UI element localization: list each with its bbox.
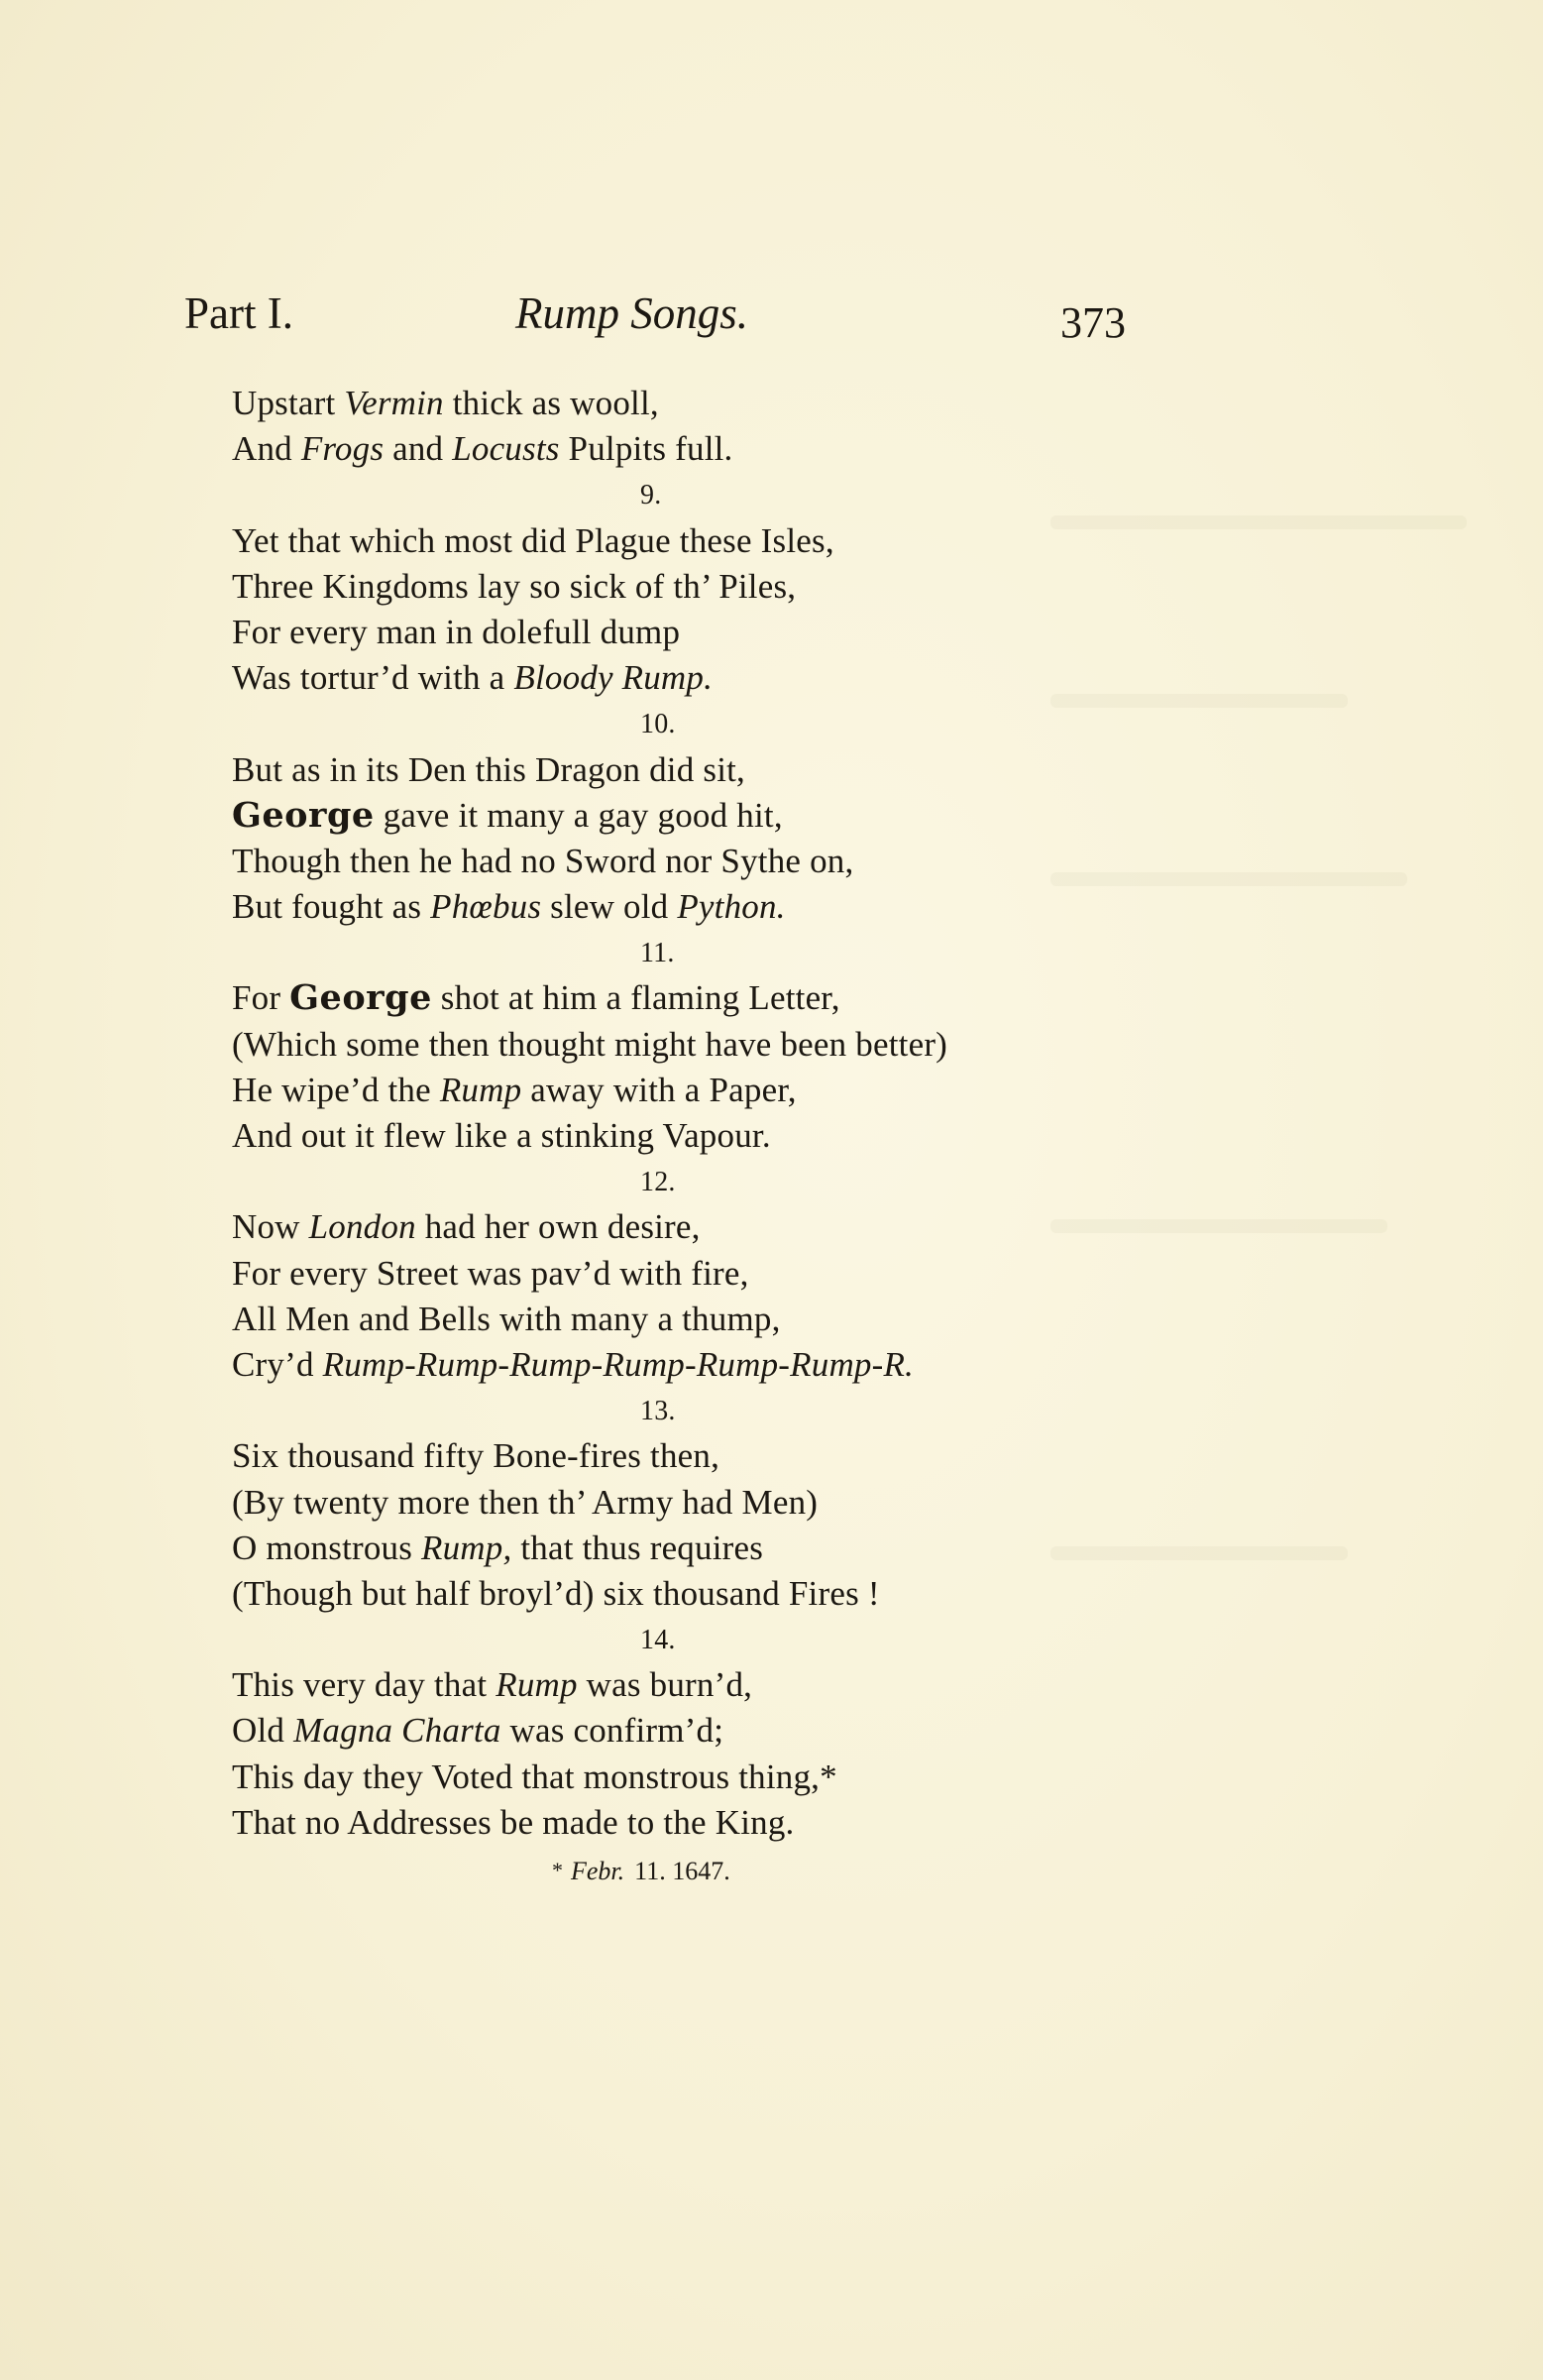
verse-line: Six thousand fifty Bone-fires then, xyxy=(232,1436,720,1476)
verse-line: For every man in dolefull dump xyxy=(232,612,681,651)
footnote-marker: * xyxy=(552,1858,563,1882)
verse-line: (By twenty more then th’ Army had Men) xyxy=(232,1482,819,1522)
stanza-number: 13. xyxy=(640,1396,676,1427)
verse-line: George gave it many a gay good hit, xyxy=(232,794,783,836)
stanza-number: 14. xyxy=(640,1625,676,1656)
verse-line: Now London had her own desire, xyxy=(232,1207,701,1247)
running-header xyxy=(184,287,1136,367)
stanza-number: 10. xyxy=(640,709,676,740)
stanza-number: 12. xyxy=(640,1167,676,1198)
verse-line: Was tortur’d with a Bloody Rump. xyxy=(232,658,714,698)
verse-line: He wipe’d the Rump away with a Paper, xyxy=(232,1070,797,1109)
footnote-label: Febr. xyxy=(571,1857,625,1885)
page-number: 373 xyxy=(1060,298,1126,347)
verse-line: For George shot at him a flaming Letter, xyxy=(232,977,840,1019)
footnote xyxy=(552,1857,730,1886)
verse-line: All Men and Bells with many a thump, xyxy=(232,1299,781,1338)
verse-line: That no Addresses be made to the King. xyxy=(232,1802,795,1842)
verse-line: This day they Voted that monstrous thing,* xyxy=(232,1757,837,1796)
part-label: Part I. xyxy=(184,288,293,338)
verse-line: And Frogs and Locusts Pulpits full. xyxy=(232,429,733,469)
stanza-number: 9. xyxy=(640,480,662,511)
poem-body xyxy=(232,381,1144,1846)
verse-line: For every Street was pav’d with fire, xyxy=(232,1253,749,1293)
verse-line: But as in its Den this Dragon did sit, xyxy=(232,749,746,789)
verse-line: And out it flew like a stinking Vapour. xyxy=(232,1116,771,1155)
stanza-number: 11. xyxy=(640,938,675,969)
verse-line: O monstrous Rump, that thus requires xyxy=(232,1528,764,1567)
verse-line: But fought as Phœbus slew old Python. xyxy=(232,887,786,927)
verse-line: Old Magna Charta was confirm’d; xyxy=(232,1711,724,1751)
verse-line: Upstart Vermin thick as wooll, xyxy=(232,384,659,422)
verse-line: Yet that which most did Plague these Isles, xyxy=(232,520,834,560)
verse-line: (Which some then thought might have been better) xyxy=(232,1024,948,1064)
verse-line: This very day that Rump was burn’d, xyxy=(232,1665,753,1705)
footnote-date: 11. 1647. xyxy=(634,1857,730,1885)
verse-line: Three Kingdoms lay so sick of th’ Piles, xyxy=(232,566,797,606)
verse-line: Though then he had no Sword nor Sythe on, xyxy=(232,841,854,880)
verse-line: Cry’d Rump-Rump-Rump-Rump-Rump-Rump-R. xyxy=(232,1344,915,1384)
running-title: Rump Songs. xyxy=(515,288,748,338)
verse-line: (Though but half broyl’d) six thousand Fires ! xyxy=(232,1573,880,1613)
